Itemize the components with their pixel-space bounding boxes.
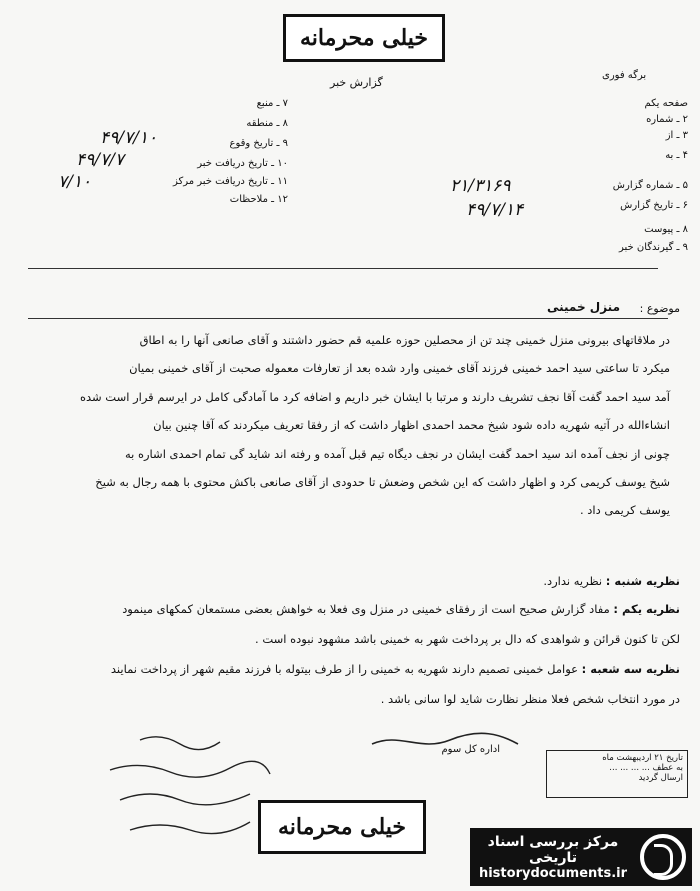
form-left-row: ۱۰ ـ تاریخ دریافت خبر [197, 158, 288, 169]
form-right-row: ۳ ـ از [665, 130, 688, 141]
third-text: عوامل خمینی تصمیم دارند شهریه به خمینی را از طرف بیتوله با فرزند مقیم شهر از پرداخت نمایند [110, 662, 578, 676]
third-label: نظریه سه شعبه : [581, 662, 680, 676]
classification-stamp-top: خیلی محرمانه [283, 14, 445, 62]
body-line: یوسف کریمی داد . [580, 503, 670, 518]
forwarding-stamp-line: تاریخ ۲۱ اردیبهشت ماه [602, 753, 683, 763]
form-left-row: ۱۱ ـ تاریخ دریافت خبر مرکز [172, 176, 288, 187]
third-section [20, 662, 680, 676]
subject-value: منزل خمینی [546, 300, 620, 314]
form-right-row: ۵ ـ شماره گزارش [612, 180, 688, 191]
logo-text-en: historydocuments.ir [478, 865, 628, 881]
signature-line: اداره کل سوم [441, 744, 500, 755]
form-left-row: ۱۲ ـ ملاحظات [229, 194, 288, 205]
op-text: مفاد گزارش صحیح است از رفقای خمینی در منزل وی فعلا به خواهش بعضی مستمعان کمکهای مینمود [122, 602, 610, 616]
form-title: گزارش خبر [330, 76, 383, 89]
archive-logo-icon [640, 834, 686, 880]
stamp-subline [305, 60, 308, 71]
forwarding-stamp [546, 750, 688, 798]
op-section [20, 602, 680, 616]
body-line: شیخ یوسف کریمی کرد و اظهار داشت که این شخص وضعش تا حدودی از آقای صانعی باکش محتوی با همه رجال به شیخ [95, 475, 670, 490]
subject-divider [28, 318, 668, 319]
logo-text-fa: مرکز بررسی اسناد تاریخی [487, 833, 619, 866]
op-label: نظریه یکم : [613, 602, 680, 616]
body-line: آمد سید احمد گفت آقا نجف تشریف دارند و مرتبا با ایشان خبر داریم و اضافه کرد ما آمادگی کامل در ایرسم قرار است شده [79, 389, 670, 404]
body-line: میکرد تا ساعتی سید احمد خمینی فرزند آقای خمینی وارد شده بعد از تعارفات معموله صحبت از آقای خمینی بمیان [129, 361, 670, 376]
third-text-2: در مورد انتخاب شخص فعلا منظر نظارت شاید لوا سانی باشد . [380, 692, 680, 706]
top-right-label: برگه فوری [602, 70, 647, 81]
form-left-row: ۷ ـ منبع [256, 98, 288, 109]
body-line: چونی از نجف آمده اند سید احمد گفت ایشان در نجف دیگاه تیم قبل آمده و رفته اند شاید گی تمام احمدی اشاره به [124, 446, 670, 461]
subject-label: موضوع : [639, 302, 680, 315]
report-body [14, 326, 670, 525]
report-number: ۲۱/۳۱۶۹ [450, 176, 511, 196]
op-text-2: لکن تا کنون قرائن و شواهدی که دال بر پرداخت شهر به خمینی باشد مشهود نبوده است . [255, 632, 680, 646]
forwarding-stamp-line: به عطف ... ... ... ... [609, 763, 683, 773]
form-right-row: ۲ ـ شماره [646, 114, 688, 125]
form-right-row: ۶ ـ تاریخ گزارش [620, 200, 688, 211]
form-left-row: ۸ ـ منطقه [246, 118, 288, 129]
form-left-row: ۹ ـ تاریخ وقوع [229, 138, 288, 149]
handwritten-notes [100, 730, 280, 850]
handwritten-date: ۷/۱۰ [58, 172, 92, 192]
report-date: ۴۹/۷/۱۴ [466, 200, 524, 220]
handwritten-date: ۴۹/۷/۱۰ [100, 128, 158, 148]
form-right-row: ۸ ـ پیوست [644, 224, 688, 235]
classification-stamp-bottom: خیلی محرمانه [258, 800, 426, 854]
opinion-text: نظریه ندارد. [543, 574, 603, 588]
body-line: انشاءالله در آتیه شهریه داده شود شیخ محمد احمدی اظهار داشت که از رفقا تعریف میکردند که آقا چنین بیان [153, 418, 670, 433]
form-right-row: صفحه یکم [644, 98, 688, 109]
form-right-row: ۴ ـ به [665, 150, 688, 161]
forwarding-stamp-line: ارسال گردید [638, 773, 683, 783]
opinion-label: نظریه شنبه : [605, 574, 680, 588]
handwritten-date: ۴۹/۷/۷ [76, 150, 124, 170]
opinion-section [543, 574, 680, 588]
form-right-row: ۹ ـ گیرندگان خبر [618, 242, 688, 253]
body-line: در ملاقاتهای بیرونی منزل خمینی چند تن از محصلین حوزه علمیه قم حضور داشتند و آقای صانعی آنها را به اطاق [139, 333, 670, 347]
archive-logo [470, 828, 692, 886]
header-divider [28, 268, 658, 269]
